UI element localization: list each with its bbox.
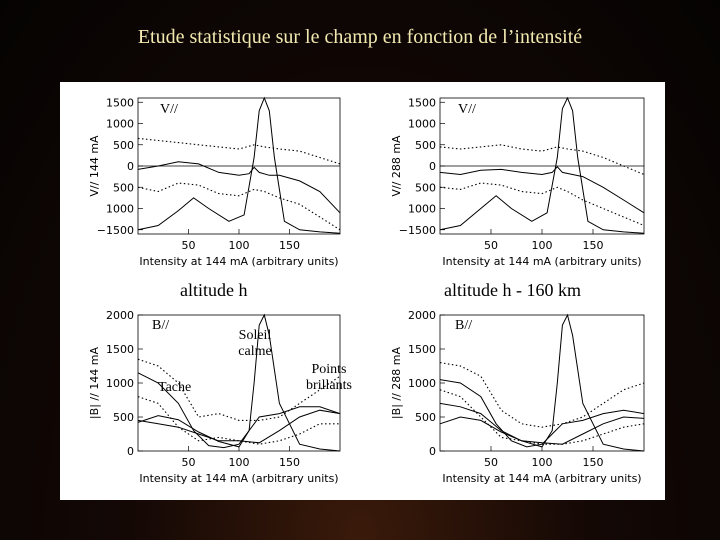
series-line-5 [440,390,644,444]
soleil-calme-label [230,328,280,360]
x-axis-label: Intensity at 144 mA (arbitrary units) [442,255,642,268]
y-tick-label: 0 [127,160,134,173]
y-tick-label: −1500 [96,223,134,237]
y-tick-label: 2000 [106,309,134,322]
soleil-calme-line-2: calme [238,344,272,359]
x-tick-label: 50 [484,456,498,469]
y-tick-label: 1000 [408,377,436,390]
series-line-1 [440,315,644,451]
x-tick-label: 100 [228,456,250,469]
y-tick-label: 1500 [106,343,134,356]
x-tick-label: 50 [181,456,196,469]
v-right-label: V// [458,102,476,117]
tache-label: Tache [158,380,192,395]
series-line-4 [138,183,340,230]
y-tick-label: 1000 [106,117,134,131]
v-left-label: V// [160,102,178,117]
altitude-left-label: altitude h [180,280,248,300]
series-line-3 [440,145,644,175]
soleil-calme-line-1: Soleil [238,328,272,343]
y-tick-label: 0 [127,445,134,458]
y-tick-label: 500 [415,138,436,152]
plot-frame [440,315,644,451]
series-line-2 [440,380,644,447]
series-line-3 [138,138,340,164]
y-tick-label: 1000 [106,377,134,390]
y-tick-label: 500 [415,181,436,195]
y-tick-label: 0 [429,445,436,458]
series-line-3 [440,403,644,444]
y-tick-label: 500 [113,411,134,424]
y-axis-label: V// 144 mA [88,135,101,197]
y-tick-label: 1000 [408,117,436,131]
x-tick-label: 150 [279,239,300,252]
points-brillants-line-1: Points [311,362,347,377]
y-tick-label: 1000 [408,202,436,216]
figure-panel [60,82,665,500]
y-tick-label: 1500 [408,343,436,356]
y-tick-label: 1500 [408,96,436,110]
y-axis-label: |B| // 288 mA [390,346,403,420]
y-axis-label: V// 288 mA [390,135,403,197]
points-brillants-label [296,362,362,394]
slide-title: Etude statistique sur le champ en fonction de l’intensité [137,26,583,48]
series-line-2 [138,162,340,213]
plot-3 [88,309,340,485]
x-tick-label: 100 [531,456,553,469]
x-tick-label: 150 [279,456,300,469]
x-axis-label: Intensity at 144 mA (arbitrary units) [139,255,339,268]
y-tick-label: 2000 [408,309,436,322]
x-tick-label: 100 [228,239,250,252]
plot-1 [88,96,340,268]
y-tick-label: 1500 [106,96,134,110]
plot-2 [390,96,644,268]
x-tick-label: 150 [582,239,604,252]
b-right-label: B// [455,318,473,333]
altitude-right-label: altitude h - 160 km [444,280,581,300]
y-tick-label: 0 [429,160,436,173]
x-axis-label: Intensity at 144 mA (arbitrary units) [139,472,339,485]
b-left-label: B// [152,318,170,333]
y-tick-label: 500 [113,181,134,195]
x-tick-label: 50 [484,239,498,252]
x-tick-label: 150 [582,456,604,469]
series-line-4 [440,363,644,428]
series-line-4 [440,183,644,226]
y-tick-label: 500 [415,411,436,424]
points-brillants-line-2: brillants [306,378,352,393]
x-tick-label: 50 [181,239,196,252]
y-tick-label: −1500 [398,223,436,237]
x-axis-label: Intensity at 144 mA (arbitrary units) [442,472,642,485]
series-line-2 [440,167,644,213]
y-axis-label: |B| // 144 mA [88,346,101,420]
y-tick-label: 500 [113,138,134,152]
y-tick-label: 1000 [106,202,134,216]
plot-4 [390,309,644,485]
x-tick-label: 100 [531,239,553,252]
